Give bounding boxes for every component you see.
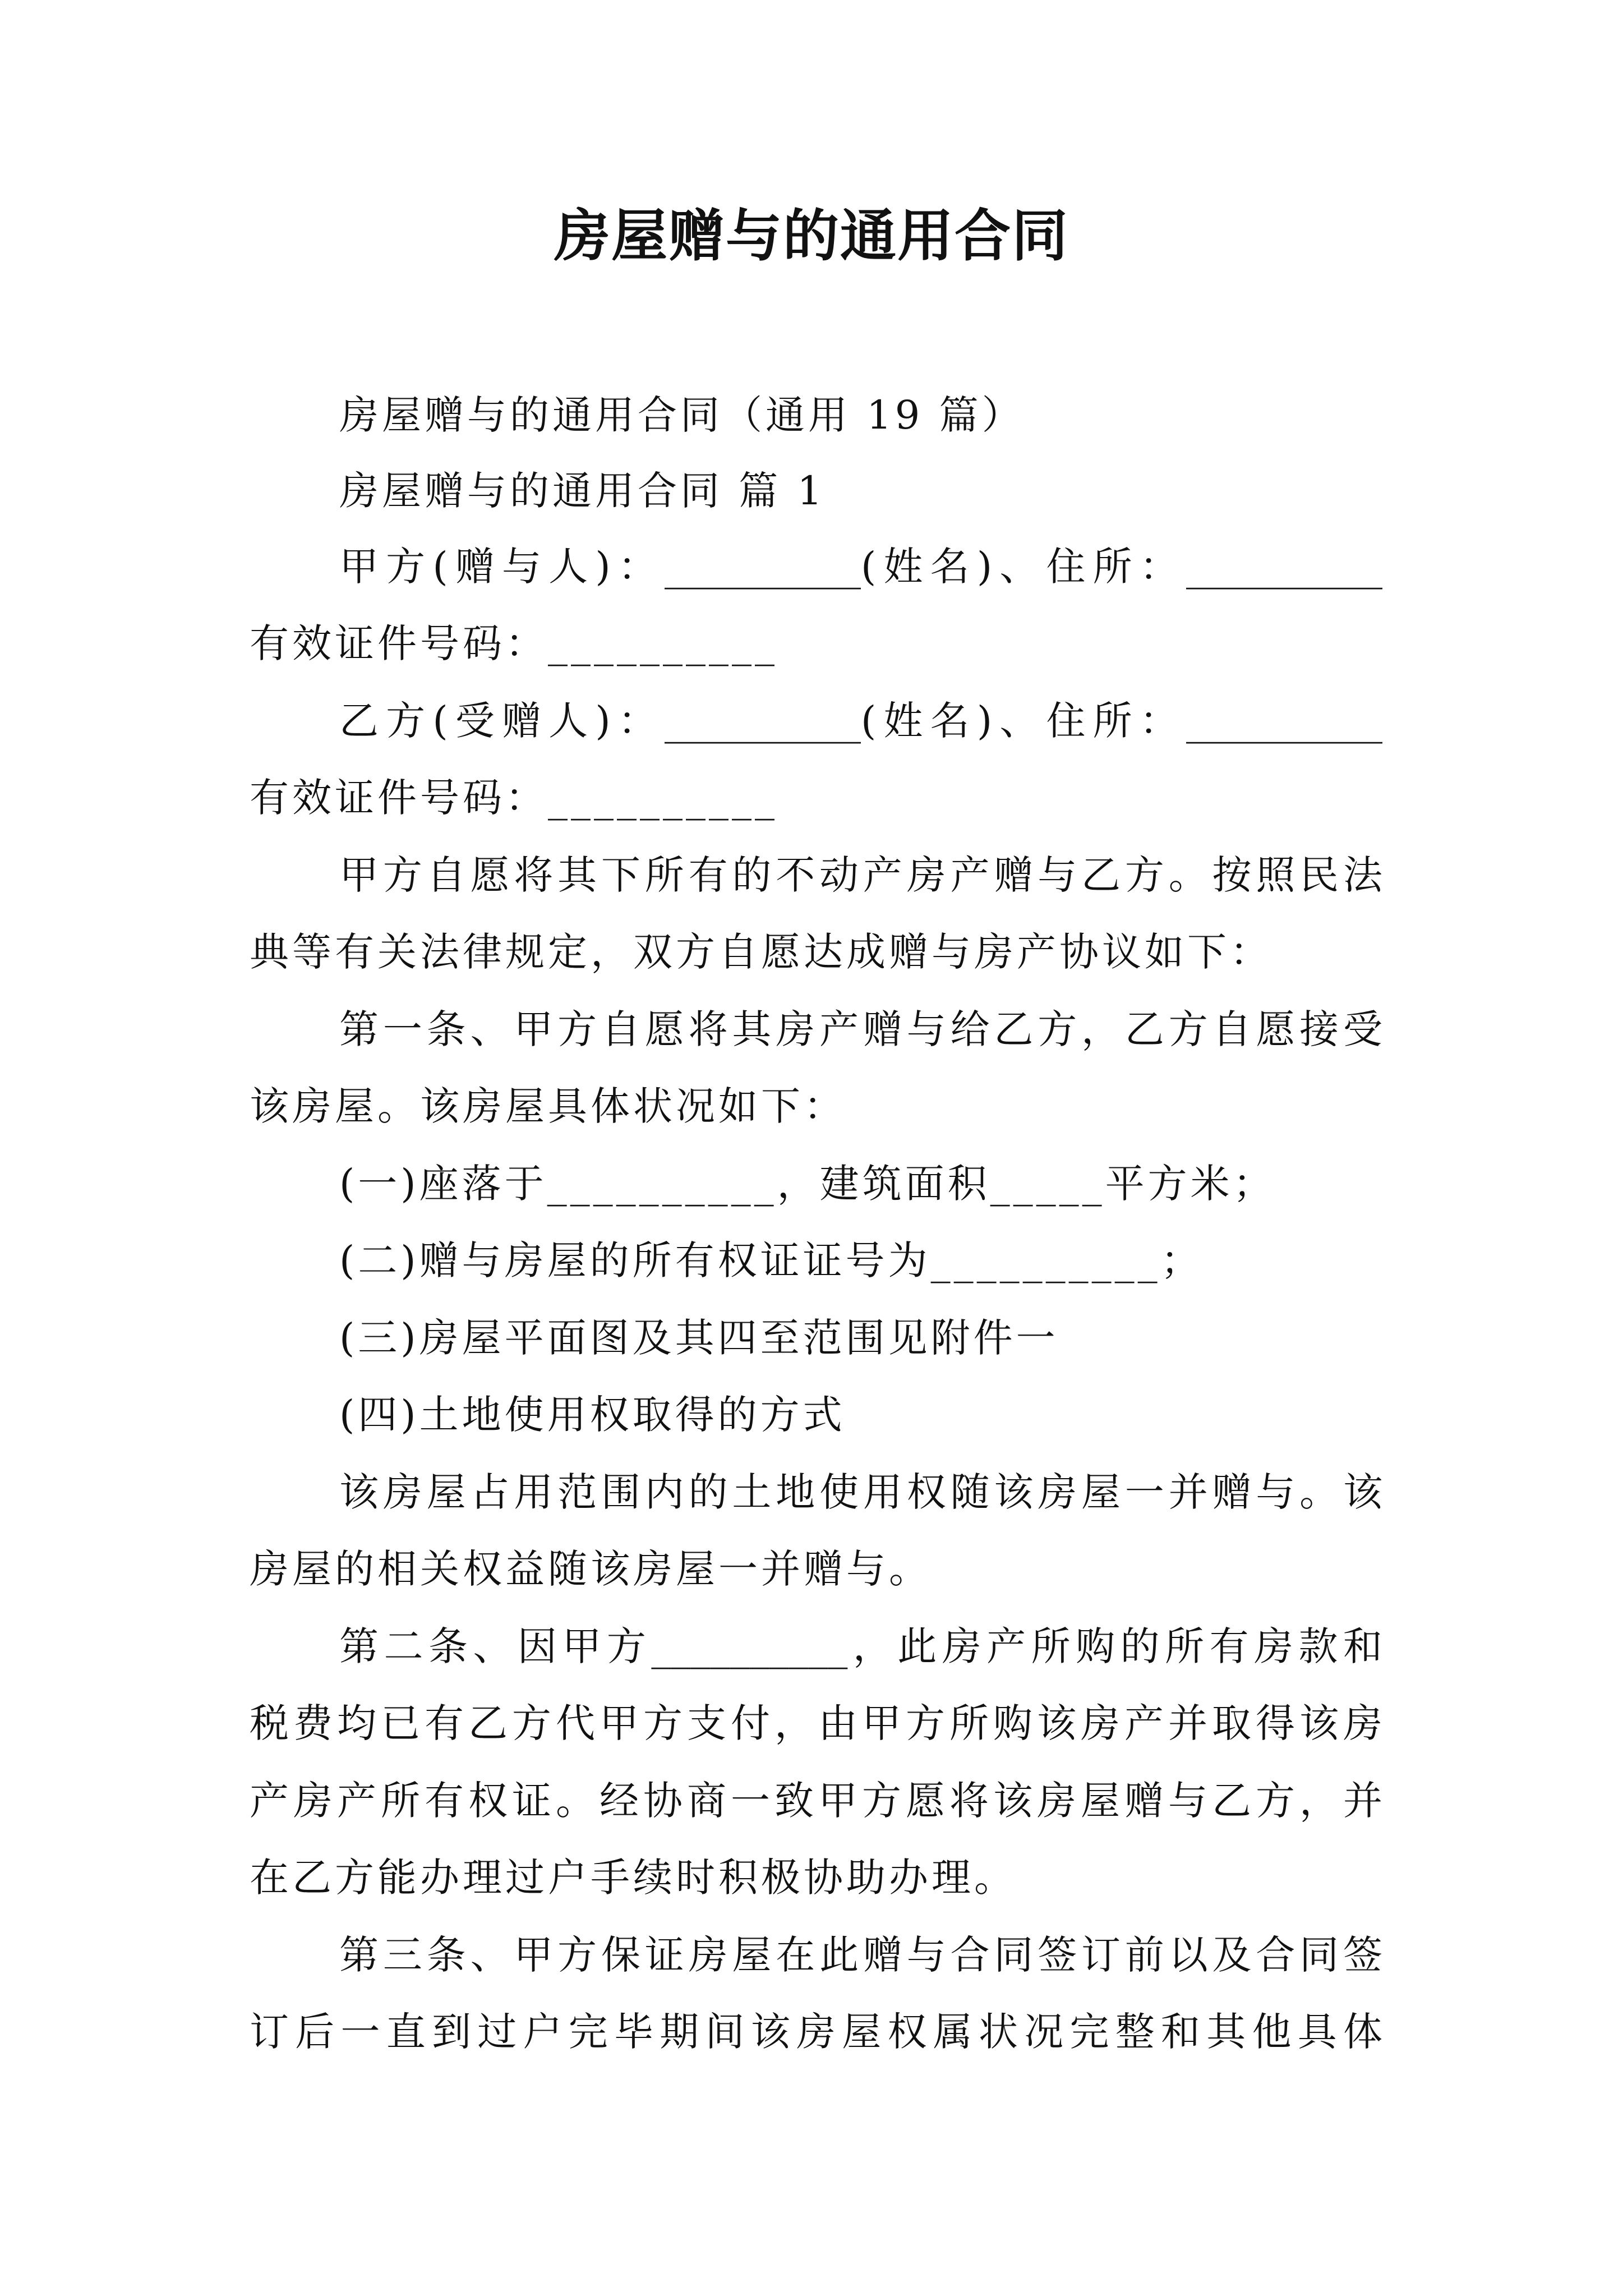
item-4-line: (四)土地使用权取得的方式 — [339, 1392, 846, 1438]
article-1-line: 第一条、甲方自愿将其房产赠与给乙方，乙方自愿接受 — [339, 1006, 1382, 1052]
party-b-line: 乙方(受赠人)：__________(姓名)、住所：__________ — [339, 698, 1382, 744]
subtitle-line: 房屋赠与的通用合同（通用 19 篇） — [339, 392, 1025, 438]
document-title: 房屋赠与的通用合同 — [554, 203, 1069, 269]
item-1-line: (一)座落于__________，建筑面积_____平方米； — [339, 1161, 1276, 1207]
paragraph-line: 房屋的相关权益随该房屋一并赠与。 — [250, 1546, 932, 1592]
article-2-line: 第二条、因甲方__________，此房产所购的所有房款和 — [339, 1623, 1382, 1669]
article-2-line: 税费均已有乙方代甲方支付，由甲方所购该房产并取得该房 — [250, 1700, 1382, 1746]
paragraph-line: 该房屋占用范围内的土地使用权随该房屋一并赠与。该 — [339, 1469, 1382, 1515]
item-3-line: (三)房屋平面图及其四至范围见附件一 — [339, 1315, 1059, 1361]
article-1-line: 该房屋。该房屋具体状况如下： — [250, 1083, 846, 1129]
article-3-line: 订后一直到过户完毕期间该房屋权属状况完整和其他具体 — [250, 2009, 1382, 2055]
paragraph-line: 典等有关法律规定，双方自愿达成赠与房产协议如下： — [250, 929, 1272, 975]
party-a-line: 甲方(赠与人)：__________(姓名)、住所：__________ — [339, 544, 1382, 590]
party-a-id-line: 有效证件号码：__________ — [250, 620, 778, 666]
item-2-line: (二)赠与房屋的所有权证证号为__________； — [339, 1237, 1204, 1283]
article-2-line: 产房产所有权证。经协商一致甲方愿将该房屋赠与乙方，并 — [250, 1778, 1382, 1824]
article-3-line: 第三条、甲方保证房屋在此赠与合同签订前以及合同签 — [339, 1932, 1382, 1978]
article-2-line: 在乙方能办理过户手续时积极协助办理。 — [250, 1855, 1017, 1901]
section-heading: 房屋赠与的通用合同 篇 1 — [339, 468, 826, 514]
party-b-id-line: 有效证件号码：__________ — [250, 775, 778, 821]
paragraph-line: 甲方自愿将其下所有的不动产房产赠与乙方。按照民法 — [339, 852, 1382, 898]
